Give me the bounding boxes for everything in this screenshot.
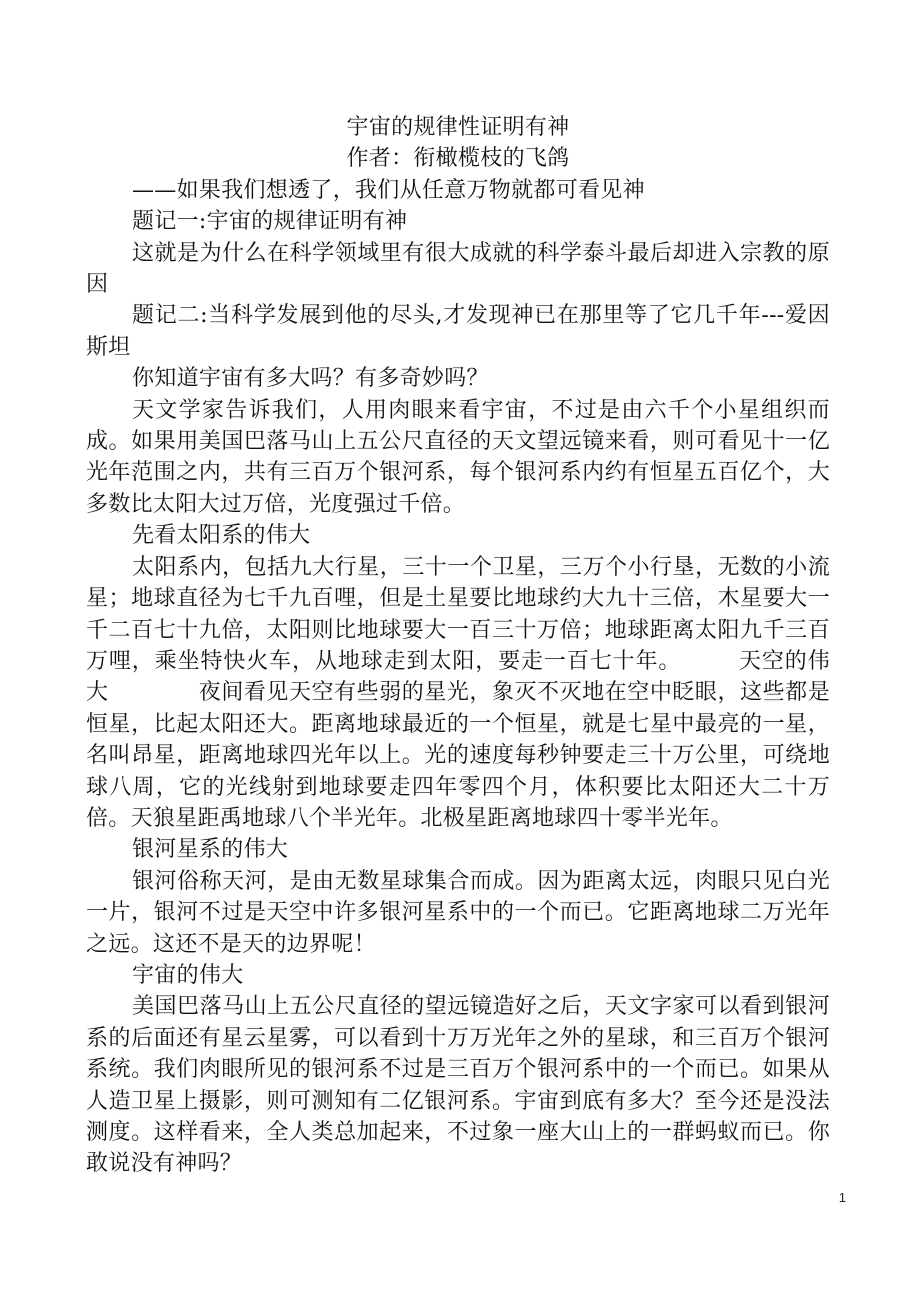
body-paragraph: 银河俗称天河，是由无数星球集合而成。因为距离太远，肉眼只见白光一片，银河不过是天空中许多银河星系中的一个而已。它距离地球二万光年之远。这还不是天的边界呢！ (86, 868, 830, 957)
intro-question: 你知道宇宙有多大吗？有多奇妙吗？ (132, 366, 489, 392)
epigraph-one-heading: 题记一:宇宙的规律证明有神 (132, 209, 408, 235)
epigraph-one-text: 这就是为什么在科学领域里有很大成就的科学泰斗最后却进入宗教的原因 (86, 240, 830, 298)
body-paragraph: 美国巴落马山上五公尺直径的望远镜造好之后，天文字家可以看到银河系的后面还有星云星雾，可以看到十万万光年之外的星球，和三百万个银河系统。我们肉眼所见的银河系不过是三百万个银河系中的一个而已。如果从人造卫星上摄影，则可测知有二亿银河系。宇宙到底有多大？至今还是没法测度。这样看来，全人类总加起来，不过象一座大山上的一群蚂蚁而已。你敢说没有神吗？ (86, 994, 830, 1177)
document-body (86, 112, 830, 1180)
body-paragraph: 天文学家告诉我们，人用肉眼来看宇宙，不过是由六千个小星组织而成。如果用美国巴落马山上五公尺直径的天文望远镜来看，则可看见十一亿光年范围之内，共有三百万个银河系，每个银河系内约有恒星五百亿个，大多数比太阳大过万倍，光度强过千倍。 (86, 397, 830, 517)
section-heading-galaxy: 银河星系的伟大 (132, 837, 289, 863)
epigraph-line: ——如果我们想透了，我们从任意万物就都可看见神 (132, 177, 645, 203)
document-title: 宇宙的规律性证明有神 (346, 115, 570, 140)
page-number: 1 (838, 1190, 846, 1205)
body-paragraph: 太阳系内，包括九大行星，三十一个卫星，三万个小行垦，无数的小流星；地球直径为七千九百哩，但是土星要比地球约大九十三倍，木星要大一千二百七十九倍，太阳则比地球要大一百三十万倍；地球距离太阳九千三百万哩，乘坐特快火车，从地球走到太阳，要走一百七十年。 天空的伟大 夜间看见天空有些弱的星光，象灭不灭地在空中眨眼，这些都是恒星，比起太阳还大。距离地球最近的一个恒星，就是七星中最亮的一星，名叫昂星，距离地球四光年以上。光的速度每秒钟要走三十万公里，可绕地球八周，它的光线射到地球要走四年零四个月，体积要比太阳还大二十万倍。天狼星距禹地球八个半光年。北极星距离地球四十零半光年。 (86, 554, 830, 831)
section-heading-universe: 宇宙的伟大 (132, 962, 244, 988)
section-heading-solar-system: 先看太阳系的伟大 (132, 523, 311, 549)
epigraph-two-text: 题记二:当科学发展到他的尽头,才发现神已在那里等了它几千年---爱因斯坦 (86, 303, 830, 360)
author-line: 作者：衔橄榄枝的飞鸽 (346, 146, 570, 172)
